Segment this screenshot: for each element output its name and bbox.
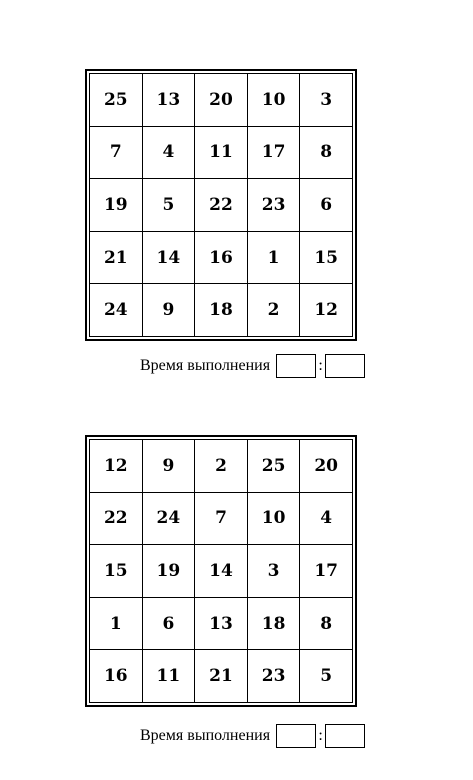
grid-cell[interactable]: 21: [90, 232, 143, 285]
grid-cell[interactable]: 18: [248, 598, 301, 651]
grid-cell[interactable]: 6: [300, 179, 353, 232]
grid-cell[interactable]: 20: [195, 74, 248, 127]
grid-cell[interactable]: 22: [90, 493, 143, 546]
completion-time-1: [140, 353, 365, 379]
seconds-field[interactable]: [325, 724, 365, 748]
grid-cell[interactable]: 24: [143, 493, 196, 546]
grid-cell[interactable]: 11: [143, 650, 196, 703]
grid-cell[interactable]: 20: [300, 440, 353, 493]
time-separator: :: [318, 727, 323, 744]
grid-cell[interactable]: 19: [90, 179, 143, 232]
grid-cell[interactable]: 10: [248, 493, 301, 546]
grid-cell[interactable]: 10: [248, 74, 301, 127]
grid-cell[interactable]: 9: [143, 284, 196, 337]
grid-cell[interactable]: 14: [195, 545, 248, 598]
grid-cell[interactable]: 18: [195, 284, 248, 337]
minutes-field[interactable]: [276, 724, 316, 748]
grid-cell[interactable]: 22: [195, 179, 248, 232]
seconds-field[interactable]: [325, 354, 365, 378]
grid-cell[interactable]: 5: [143, 179, 196, 232]
grid-cell[interactable]: 4: [300, 493, 353, 546]
grid-cell[interactable]: 13: [195, 598, 248, 651]
grid-cell[interactable]: 25: [248, 440, 301, 493]
time-label: Время выполнения: [140, 357, 271, 374]
grid-cell[interactable]: 17: [248, 127, 301, 180]
grid-cell[interactable]: 6: [143, 598, 196, 651]
grid-cell[interactable]: 5: [300, 650, 353, 703]
grid-cell[interactable]: 14: [143, 232, 196, 285]
number-grid-1: [89, 73, 353, 337]
grid-cell[interactable]: 8: [300, 127, 353, 180]
number-grid-2: [89, 439, 353, 703]
grid-cell[interactable]: 17: [300, 545, 353, 598]
grid-cell[interactable]: 3: [300, 74, 353, 127]
grid-cell[interactable]: 15: [300, 232, 353, 285]
grid-cell[interactable]: 23: [248, 179, 301, 232]
grid-cell[interactable]: 25: [90, 74, 143, 127]
grid-cell[interactable]: 9: [143, 440, 196, 493]
grid-cell[interactable]: 24: [90, 284, 143, 337]
grid-cell[interactable]: 2: [195, 440, 248, 493]
grid-cell[interactable]: 19: [143, 545, 196, 598]
minutes-field[interactable]: [276, 354, 316, 378]
grid-cell[interactable]: 15: [90, 545, 143, 598]
grid-cell[interactable]: 11: [195, 127, 248, 180]
grid-cell[interactable]: 1: [90, 598, 143, 651]
time-separator: :: [318, 357, 323, 374]
number-table-2: [85, 435, 357, 707]
grid-cell[interactable]: 2: [248, 284, 301, 337]
grid-cell[interactable]: 12: [90, 440, 143, 493]
grid-cell[interactable]: 21: [195, 650, 248, 703]
grid-cell[interactable]: 23: [248, 650, 301, 703]
time-label: Время выполнения: [140, 727, 271, 744]
grid-cell[interactable]: 16: [195, 232, 248, 285]
grid-cell[interactable]: 4: [143, 127, 196, 180]
grid-cell[interactable]: 13: [143, 74, 196, 127]
grid-cell[interactable]: 16: [90, 650, 143, 703]
grid-cell[interactable]: 8: [300, 598, 353, 651]
number-table-1: [85, 69, 357, 341]
grid-cell[interactable]: 12: [300, 284, 353, 337]
grid-cell[interactable]: 7: [90, 127, 143, 180]
completion-time-2: [140, 723, 365, 749]
grid-cell[interactable]: 7: [195, 493, 248, 546]
grid-cell[interactable]: 3: [248, 545, 301, 598]
grid-cell[interactable]: 1: [248, 232, 301, 285]
